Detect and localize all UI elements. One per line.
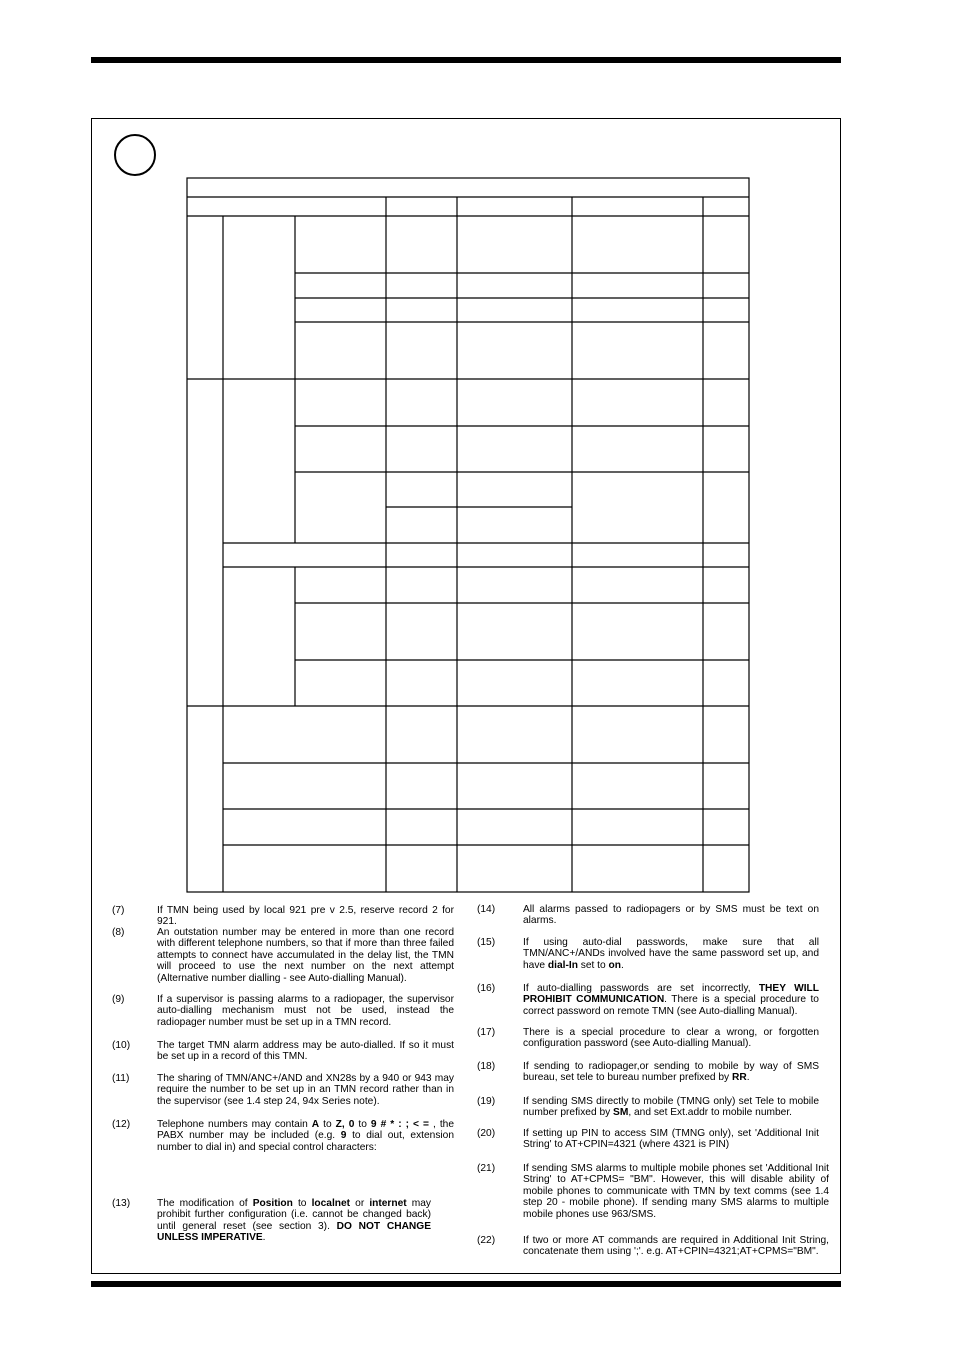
note-14-number: (14) [477, 904, 496, 915]
note-10-text: The target TMN alarm address may be auto-dialled. If so it must be set up in a record of this TMN. [157, 1040, 454, 1063]
note-20-number: (20) [477, 1128, 496, 1139]
note-21-text: If sending SMS alarms to multiple mobile phones set 'Additional Init String' to AT+CPMS= "BM". However, this will disable ability of mobile phones to communicate with TMN by text comms (see 1.4 step 20 - mobile phone). If sending many SMS alarms to multiple mobile phones use 963/SMS. [523, 1163, 829, 1220]
bottom-rule [91, 1281, 841, 1287]
note-7-text: If TMN being used by local 921 pre v 2.5, reserve record 2 for 921. [157, 905, 454, 928]
note-17-number: (17) [477, 1027, 496, 1038]
note-9-number: (9) [112, 994, 125, 1005]
note-13-text: The modification of Position to localnet or internet may prohibit further configuration (i.e. cannot be changed back) until general reset (see section 3). DO NOT CHANGE UNLESS IMPERATIVE. [157, 1198, 432, 1244]
note-13-number: (13) [112, 1198, 131, 1209]
note-8-text: An outstation number may be entered in more than one record with different telephone numbers, so that if more than three failed attempts to connect have accumulated in the delay list, the TMN will proceed to use the next number on the next attempt (Alternative number dialling - see Auto-dialling Manual). [157, 927, 454, 984]
note-11-text: The sharing of TMN/ANC+/AND and XN28s by a 940 or 943 may require the number to be set up in an TMN record rather than in the supervisor (see 1.4 step 24, 94x Series note). [157, 1073, 454, 1107]
note-19-text: If sending SMS directly to mobile (TMNG only) set Tele to mobile number prefixed by SM, and set Ext.addr to mobile number. [523, 1096, 819, 1119]
note-19-number: (19) [477, 1096, 496, 1107]
note-22-number: (22) [477, 1235, 496, 1246]
note-7-number: (7) [112, 905, 125, 916]
note-20-text: If setting up PIN to access SIM (TMNG only), set 'Additional Init String' to AT+CPIN=4321 (where 4321 is PIN) [523, 1128, 819, 1151]
note-15-text: If using auto-dial passwords, make sure that all TMN/ANC+/ANDs involved have the same password set up, and have dial-In set to on. [523, 937, 819, 971]
note-15-number: (15) [477, 937, 496, 948]
note-18-text: If sending to radiopager,or sending to mobile by way of SMS bureau, set tele to bureau number prefixed by RR. [523, 1061, 819, 1084]
note-14-text: All alarms passed to radiopagers or by SMS must be text on alarms. [523, 904, 819, 927]
note-16-text: If auto-dialling passwords are set incorrectly, THEY WILL PROHIBIT COMMUNICATION. There is a special procedure to correct password on remote TMN (see Auto-dialling Manual). [523, 983, 819, 1017]
note-12-number: (12) [112, 1119, 131, 1130]
note-22-text: If two or more AT commands are required in Additional Init String, concatenate them using ';'. e.g. AT+CPIN=4321;AT+CPMS="BM". [523, 1235, 829, 1258]
note-9-text: If a supervisor is passing alarms to a radiopager, the supervisor auto-dialling mechanism must not be used, instead the radiopager number must be set up in a TMN record. [157, 994, 454, 1028]
table-outline [187, 178, 749, 892]
note-16-number: (16) [477, 983, 496, 994]
note-10-number: (10) [112, 1040, 131, 1051]
note-11-number: (11) [112, 1073, 130, 1084]
note-8-number: (8) [112, 927, 125, 938]
note-21-number: (21) [477, 1163, 496, 1174]
note-18-number: (18) [477, 1061, 496, 1072]
note-17-text: There is a special procedure to clear a wrong, or forgotten configuration password (see Auto-dialling Manual). [523, 1027, 819, 1050]
note-12-text: Telephone numbers may contain A to Z, 0 to 9 # * : ; < = , the PABX number may be included (e.g. 9 to dial out, extension number to dial in) and special control characters: [157, 1119, 455, 1153]
